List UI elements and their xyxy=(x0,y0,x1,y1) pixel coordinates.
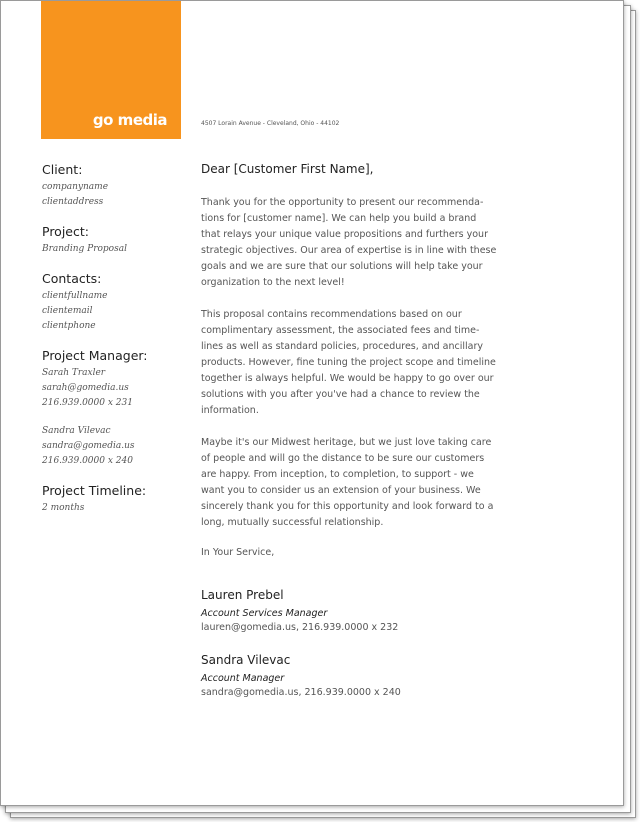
manager-email: sandra@gomedia.us xyxy=(42,441,135,451)
signature-contact: sandra@gomedia.us, 216.939.0000 x 240 xyxy=(201,687,401,698)
letter-paragraph: Thank you for the opportunity to present our recommenda- tions for [customer name]. We can help you build a brand that relays your unique value propositions and furthers your strategic objectives. Our area of expertise is in line with these goals and we are sure that our solutions will help take your organization to the next level! xyxy=(201,197,497,288)
project-manager-heading: Project Manager: xyxy=(42,348,148,363)
signature-contact: lauren@gomedia.us, 216.939.0000 x 232 xyxy=(201,622,399,633)
timeline-heading: Project Timeline: xyxy=(42,483,147,498)
proposal-sidebar xyxy=(42,162,192,530)
letter-paragraph: This proposal contains recommendations based on our complimentary assessment, the associated fees and time- lines as well as standard policies, procedures, and ancillary products. However, fine tuning the project scope and timeline together is always helpful. We would be happy to go over our solutions with you after you've had a chance to review the information. xyxy=(201,309,496,416)
manager-email: sarah@gomedia.us xyxy=(42,383,129,393)
client-company: companyname xyxy=(42,182,109,192)
contact-name: clientfullname xyxy=(42,291,108,301)
signature-title: Account Services Manager xyxy=(201,608,328,619)
contacts-section xyxy=(42,271,192,334)
project-section xyxy=(42,224,192,257)
signature-title: Account Manager xyxy=(201,673,285,684)
signature-name: Sandra Vilevac xyxy=(201,653,291,667)
letter-body xyxy=(201,162,501,718)
project-manager-section xyxy=(42,348,192,469)
client-heading: Client: xyxy=(42,162,83,177)
manager-phone: 216.939.0000 x 231 xyxy=(42,398,133,408)
client-section xyxy=(42,162,192,210)
company-address: 4507 Lorain Avenue - Cleveland, Ohio - 44102 xyxy=(201,120,340,127)
logo-block xyxy=(41,1,181,139)
signature-name: Lauren Prebel xyxy=(201,588,284,602)
manager-name: Sandra Vilevac xyxy=(42,426,111,436)
contact-phone: clientphone xyxy=(42,321,96,331)
manager-phone: 216.939.0000 x 240 xyxy=(42,456,133,466)
logo-wordmark: go media xyxy=(92,111,167,129)
project-heading: Project: xyxy=(42,224,89,239)
client-address: clientaddress xyxy=(42,197,104,207)
project-name: Branding Proposal xyxy=(42,244,127,254)
contact-email: clientemail xyxy=(42,306,93,316)
timeline-value: 2 months xyxy=(42,503,85,513)
manager-name: Sarah Traxler xyxy=(42,368,106,378)
letter-paragraph: Maybe it's our Midwest heritage, but we just love taking care of people and will go the distance to be sure our customers are happy. From inception, to completion, to support - we want you to consider us an extension of your business. We sincerely thank you for this opportunity and look forward to a long, mutually successful relationship. xyxy=(201,437,494,528)
letter-closing: In Your Service, xyxy=(201,547,275,558)
timeline-section xyxy=(42,483,192,516)
contacts-heading: Contacts: xyxy=(42,271,102,286)
letter-greeting: Dear [Customer First Name], xyxy=(201,162,374,176)
